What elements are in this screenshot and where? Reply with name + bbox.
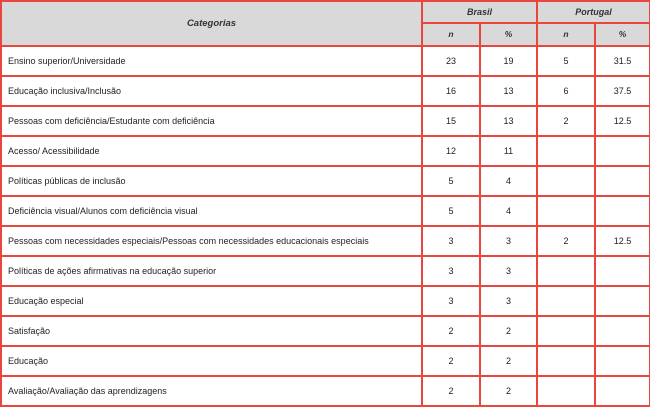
table-body: [1, 46, 650, 406]
portugal-pct-cell: [595, 376, 650, 406]
brasil-pct-cell: 13: [480, 76, 537, 106]
portugal-pct-cell: [595, 286, 650, 316]
portugal-pct-cell: [595, 136, 650, 166]
brasil-pct-cell: 13: [480, 106, 537, 136]
header-categorias: Categorias: [1, 1, 422, 46]
table-row: [1, 196, 650, 226]
brasil-pct-cell: 3: [480, 256, 537, 286]
brasil-n-cell: 2: [422, 316, 480, 346]
brasil-pct-cell: 4: [480, 166, 537, 196]
table-row: [1, 136, 650, 166]
table-row: [1, 76, 650, 106]
brasil-pct-cell: 2: [480, 376, 537, 406]
category-cell: Educação: [1, 346, 422, 376]
brasil-n-cell: 15: [422, 106, 480, 136]
header-portugal-pct: %: [595, 23, 650, 46]
portugal-pct-cell: [595, 256, 650, 286]
portugal-n-cell: [537, 286, 595, 316]
table-row: [1, 256, 650, 286]
portugal-pct-cell: [595, 346, 650, 376]
portugal-pct-cell: [595, 316, 650, 346]
category-cell: Satisfação: [1, 316, 422, 346]
category-cell: Pessoas com deficiência/Estudante com deficiência: [1, 106, 422, 136]
brasil-pct-cell: 3: [480, 226, 537, 256]
table-row: [1, 346, 650, 376]
category-cell: Políticas públicas de inclusão: [1, 166, 422, 196]
portugal-pct-cell: 12.5: [595, 226, 650, 256]
header-brasil-pct: %: [480, 23, 537, 46]
brasil-pct-cell: 2: [480, 346, 537, 376]
table-row: [1, 286, 650, 316]
portugal-pct-cell: 31.5: [595, 46, 650, 76]
brasil-pct-cell: 3: [480, 286, 537, 316]
portugal-n-cell: 5: [537, 46, 595, 76]
table-row: [1, 106, 650, 136]
brasil-n-cell: 5: [422, 166, 480, 196]
category-cell: Pessoas com necessidades especiais/Pessoas com necessidades educacionais especiais: [1, 226, 422, 256]
portugal-n-cell: 6: [537, 76, 595, 106]
portugal-pct-cell: [595, 166, 650, 196]
header-brasil: Brasil: [422, 1, 537, 23]
category-cell: Avaliação/Avaliação das aprendizagens: [1, 376, 422, 406]
portugal-n-cell: [537, 376, 595, 406]
category-cell: Acesso/ Acessibilidade: [1, 136, 422, 166]
portugal-n-cell: 2: [537, 226, 595, 256]
portugal-n-cell: 2: [537, 106, 595, 136]
brasil-pct-cell: 11: [480, 136, 537, 166]
brasil-pct-cell: 4: [480, 196, 537, 226]
brasil-n-cell: 2: [422, 376, 480, 406]
brasil-n-cell: 23: [422, 46, 480, 76]
brasil-n-cell: 3: [422, 256, 480, 286]
table-row: [1, 166, 650, 196]
brasil-pct-cell: 19: [480, 46, 537, 76]
header-brasil-n: n: [422, 23, 480, 46]
portugal-n-cell: [537, 256, 595, 286]
portugal-n-cell: [537, 316, 595, 346]
portugal-n-cell: [537, 346, 595, 376]
brasil-n-cell: 3: [422, 226, 480, 256]
brasil-n-cell: 5: [422, 196, 480, 226]
brasil-n-cell: 16: [422, 76, 480, 106]
table-row: [1, 376, 650, 406]
table-row: [1, 316, 650, 346]
portugal-n-cell: [537, 166, 595, 196]
brasil-n-cell: 3: [422, 286, 480, 316]
category-cell: Educação inclusiva/Inclusão: [1, 76, 422, 106]
table-row: [1, 226, 650, 256]
portugal-n-cell: [537, 136, 595, 166]
portugal-pct-cell: [595, 196, 650, 226]
portugal-pct-cell: 37.5: [595, 76, 650, 106]
brasil-n-cell: 2: [422, 346, 480, 376]
portugal-pct-cell: 12.5: [595, 106, 650, 136]
brasil-pct-cell: 2: [480, 316, 537, 346]
portugal-n-cell: [537, 196, 595, 226]
table-row: [1, 46, 650, 76]
brasil-n-cell: 12: [422, 136, 480, 166]
header-row-countries: [1, 1, 650, 23]
header-portugal: Portugal: [537, 1, 650, 23]
category-cell: Deficiência visual/Alunos com deficiência visual: [1, 196, 422, 226]
header-portugal-n: n: [537, 23, 595, 46]
category-cell: Educação especial: [1, 286, 422, 316]
category-cell: Ensino superior/Universidade: [1, 46, 422, 76]
category-cell: Políticas de ações afirmativas na educação superior: [1, 256, 422, 286]
